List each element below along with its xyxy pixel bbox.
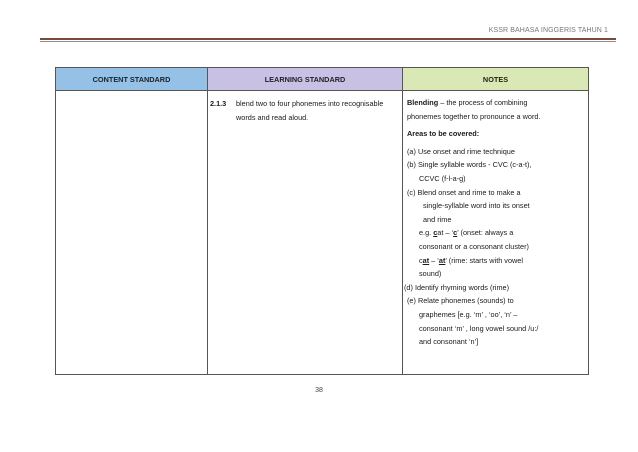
list-item-continuation: sound) [419,269,442,279]
header-rule-thin [40,41,616,42]
list-item: (e) Relate phonemes (sounds) to [407,296,514,306]
learning-standard-line: blend two to four phonemes into recognisable [236,99,384,108]
list-item-continuation: and rime [423,214,452,224]
list-item-continuation: graphemes [e.g. ‘m’ , ‘oo’, ‘n’ – [419,309,518,319]
list-item-continuation: CCVC (f-l-a-g) [419,173,466,183]
learning-standard-line: words and read aloud. [236,113,309,122]
content-standard-cell [56,91,208,375]
list-item-continuation: single-syllable word into its onset [423,201,530,211]
example-rime [407,254,584,268]
list-item: (a) Use onset and rime technique [407,146,515,156]
header-rule [40,38,616,40]
list-item-continuation: consonant ‘m’ , long vowel sound /u:/ [419,323,539,333]
note-text: at [422,255,430,265]
note-text: ’ (rime: starts with vowel [445,255,523,265]
list-item-continuation: and consonant ‘n’] [419,337,479,347]
column-header-learning-standard: LEARNING STANDARD [208,68,403,91]
notes-cell [403,91,589,375]
learning-standard-text [236,97,389,125]
page-number: 38 [315,387,323,394]
note-text: ’ (onset: always a [457,228,514,238]
header-title: KSSR BAHASA INGGERIS TAHUN 1 [488,27,608,34]
note-text: e.g. [419,228,434,238]
table-header-row [56,68,589,91]
learning-standard-cell [208,91,403,375]
note-text: at [438,255,446,265]
standards-table [55,67,589,375]
list-item: (d) Identify rhyming words (rime) [404,282,510,292]
learning-standard-code: 2.1.3 [210,99,227,108]
table-row [56,91,589,375]
note-text: phonemes together to pronounce a word. [407,111,541,121]
column-header-content-standard: CONTENT STANDARD [56,68,208,91]
areas-heading: Areas to be covered: [407,129,480,139]
column-header-notes: NOTES [403,68,589,91]
note-text: c [419,255,423,265]
note-text: c [453,228,458,238]
note-text: – the process of combining [438,98,528,107]
list-item-continuation: consonant or a consonant cluster) [419,241,529,251]
list-item: (c) Blend onset and rime to make a [407,187,521,197]
blending-definition [407,96,584,110]
blending-term: Blending [407,98,439,107]
example-onset [407,226,584,240]
note-text: at – ‘ [437,228,454,238]
list-item: (b) Single syllable words - CVC (c-a-t), [407,160,532,170]
note-text: c [433,228,438,238]
note-text: – ‘ [429,255,439,265]
